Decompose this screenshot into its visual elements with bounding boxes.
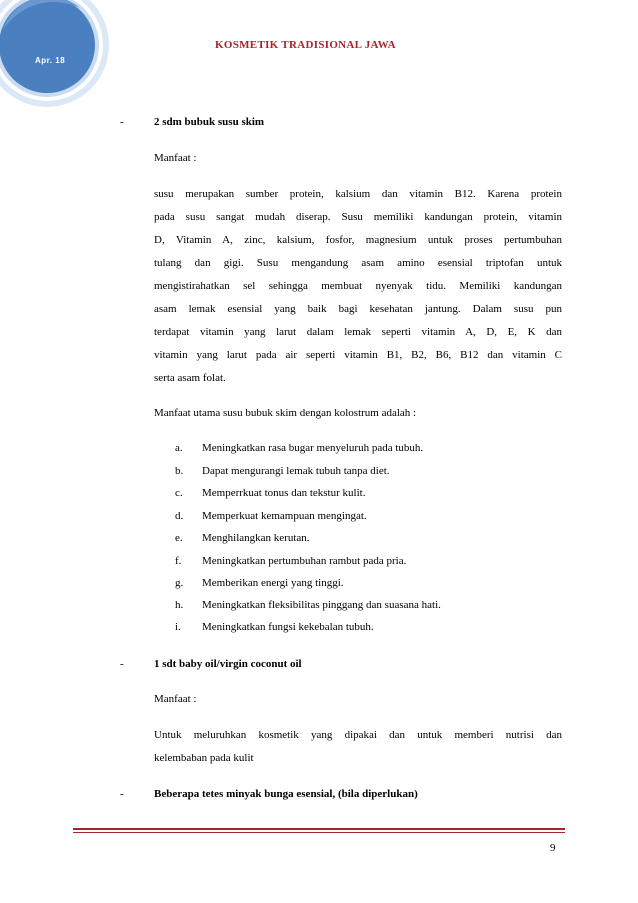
list-marker: i. [175,621,181,633]
list-marker: e. [175,532,183,544]
section-heading-text: Beberapa tetes minyak bunga esensial, (bila diperlukan) [154,788,418,800]
manfaat-label: Manfaat : [154,693,197,705]
date-label: Apr. 18 [35,56,66,65]
list-marker: g. [175,577,184,589]
list-marker: b. [175,465,184,477]
section-heading-text: 1 sdt baby oil/virgin coconut oil [154,658,302,670]
list-text: Memperrkuat tonus dan tekstur kulit. [202,487,366,499]
list-marker: h. [175,599,184,611]
paragraph-line: Untuk meluruhkan kosmetik yang dipakai dan untuk memberi nutrisi dan [154,729,562,741]
date-badge-graphic [0,0,110,110]
list-text: Memperkuat kemampuan mengingat. [202,510,367,522]
list-text: Meningkatkan pertumbuhan rambut pada pria. [202,555,407,567]
bullet-dash: - [120,658,124,670]
list-intro: Manfaat utama susu bubuk skim dengan kolostrum adalah : [154,407,417,419]
footer-rule [73,828,565,830]
paragraph-line: mengistirahatkan sel sehingga membuat nyenyak tidu. Memiliki kandungan [154,280,562,292]
list-text: Meningkatkan rasa bugar menyeluruh pada tubuh. [202,442,424,454]
bullet-dash: - [120,788,124,800]
paragraph-line: D, Vitamin A, zinc, kalsium, fosfor, magnesium untuk proses pertumbuhan [154,234,562,246]
paragraph-line: kelembaban pada kulit [154,752,254,764]
document-header-title: KOSMETIK TRADISIONAL JAWA [215,39,396,51]
paragraph-line: serta asam folat. [154,372,226,384]
list-marker: f. [175,555,182,567]
list-text: Meningkatkan fungsi kekebalan tubuh. [202,621,374,633]
list-marker: d. [175,510,184,522]
paragraph-line: pada susu sangat mudah diserap. Susu memiliki kandungan protein, vitamin [154,211,562,223]
paragraph-line: tulang dan gigi. Susu mengandung asam amino esensial triptofan untuk [154,257,562,269]
list-text: Meningkatkan fleksibilitas pinggang dan suasana hati. [202,599,441,611]
date-badge [0,0,110,110]
footer-rule-thin [73,832,565,833]
page-number: 9 [550,842,556,854]
list-text: Dapat mengurangi lemak tubuh tanpa diet. [202,465,390,477]
paragraph-line: vitamin yang larut pada air seperti vitamin B1, B2, B6, B12 dan vitamin C [154,349,562,361]
list-text: Memberikan energi yang tinggi. [202,577,344,589]
paragraph-line: susu merupakan sumber protein, kalsium dan vitamin B12. Karena protein [154,188,562,200]
bullet-dash: - [120,116,124,128]
paragraph-line: asam lemak esensial yang baik bagi kesehatan jantung. Dalam susu pun [154,303,562,315]
list-marker: a. [175,442,183,454]
list-text: Menghilangkan kerutan. [202,532,310,544]
manfaat-label: Manfaat : [154,152,197,164]
section-heading-text: 2 sdm bubuk susu skim [154,116,265,128]
paragraph-line: terdapat vitamin yang larut dalam lemak seperti vitamin A, D, E, K dan [154,326,562,338]
list-marker: c. [175,487,183,499]
